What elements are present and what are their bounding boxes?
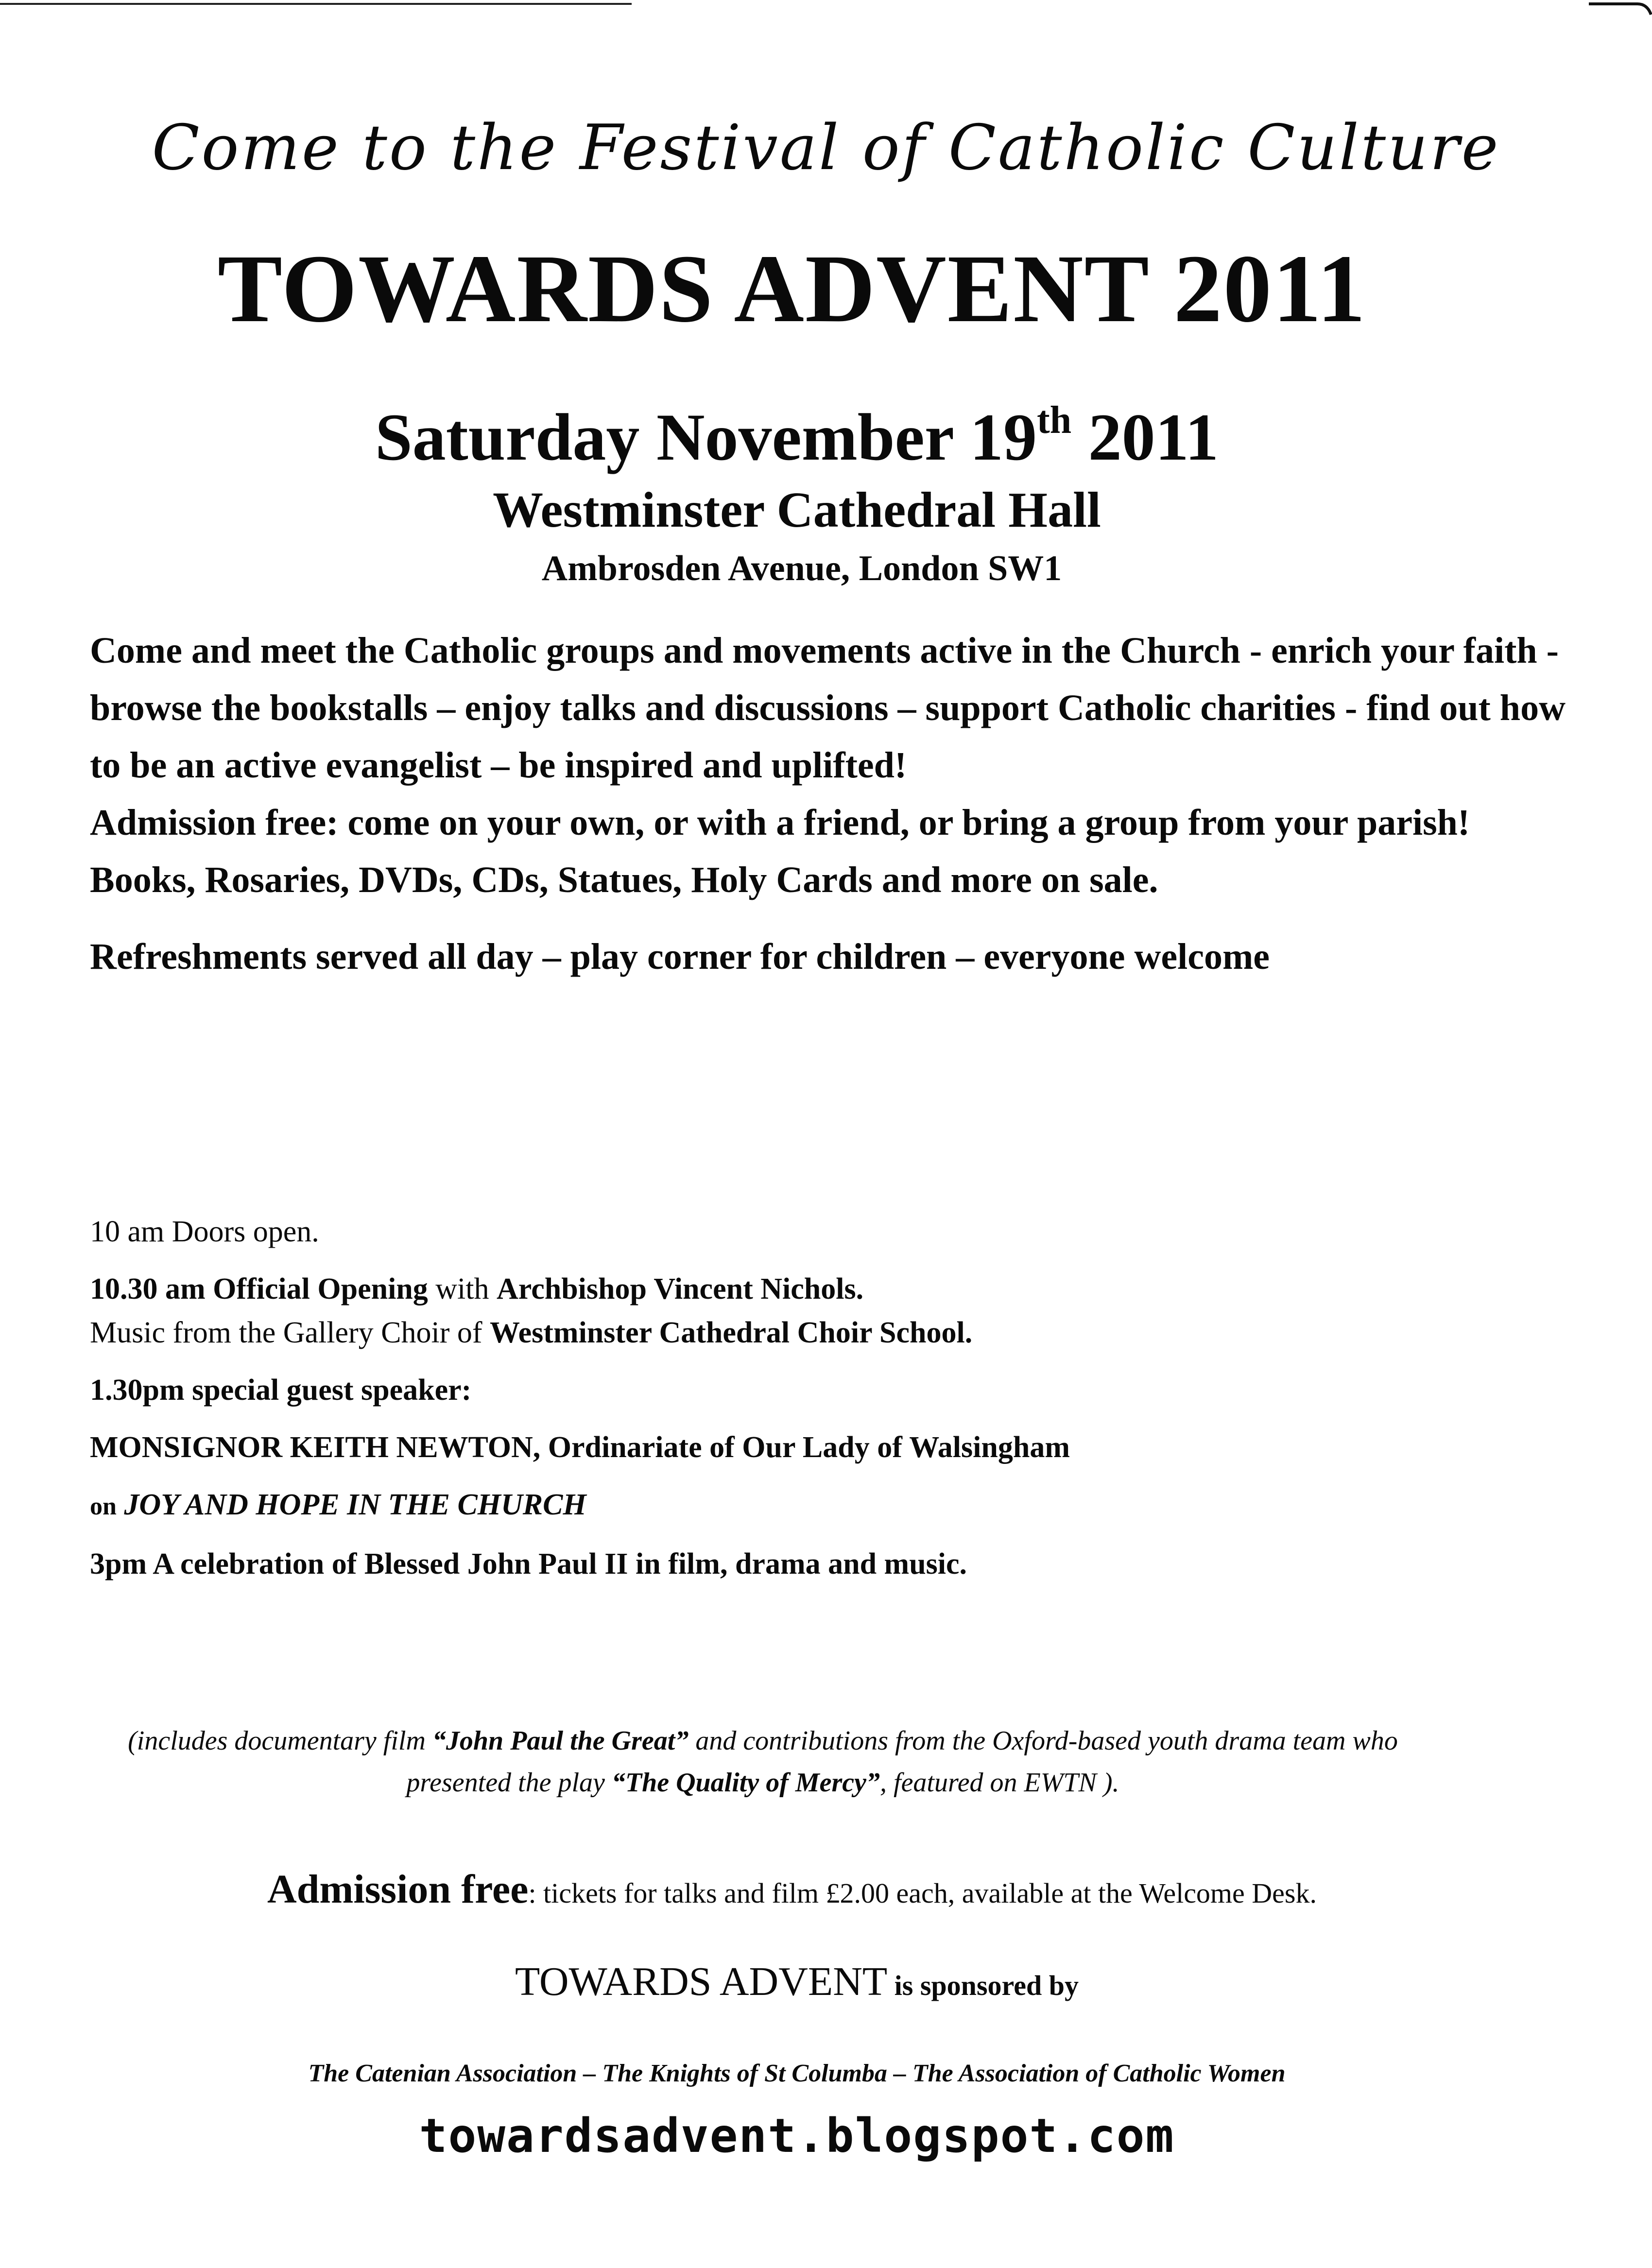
music-choir: Westminster Cathedral Choir School. — [490, 1316, 973, 1349]
celebration-line: 3pm A celebration of Blessed John Paul II in film, drama and music. — [90, 1547, 967, 1581]
date-ordinal: th — [1037, 399, 1072, 442]
talk-title: JOY AND HOPE IN THE CHURCH — [124, 1488, 586, 1521]
festival-script-title: Come to the Festival of Catholic Culture — [152, 112, 1500, 184]
music-line — [90, 1311, 1586, 1355]
admission-paragraph: Admission free: come on your own, or with a friend, or bring a group from your parish! — [90, 802, 1470, 843]
website-url: towardsadvent.blogspot.com — [419, 2109, 1175, 2163]
sale-paragraph: Books, Rosaries, DVDs, CDs, Statues, Holy Cards and more on sale. — [90, 859, 1158, 900]
admission-text: : tickets for talks and film £2.00 each, available at the Welcome Desk. — [528, 1877, 1317, 1909]
doors-open-line: 10 am Doors open. — [90, 1215, 319, 1248]
admission-label: Admission free — [267, 1867, 529, 1912]
schedule-section — [90, 1210, 1586, 1586]
note-part1: (includes documentary film — [128, 1726, 432, 1756]
note-film: “John Paul the Great” — [432, 1726, 689, 1756]
sponsor-text: is sponsored by — [887, 1970, 1079, 2001]
venue-address: Ambrosden Avenue, London SW1 — [541, 549, 1062, 588]
talk-on: on — [90, 1493, 117, 1520]
music-prefix: Music from the Gallery Choir of — [90, 1316, 490, 1349]
opening-person: Archbishop Vincent Nichols. — [497, 1272, 864, 1306]
note-part2: and contributions from the Oxford-based youth drama team who presented the play — [406, 1726, 1398, 1798]
admission-line — [0, 1866, 1584, 1913]
intro-paragraph: Come and meet the Catholic groups and movements active in the Church - enrich your faith - browse the bookstalls – enjoy talks and discussions – support Catholic charities - find out how to be an active evangelist – be inspired and uplifted! — [90, 630, 1566, 786]
event-year: 2011 — [1071, 400, 1219, 474]
talk-title-line — [90, 1483, 1586, 1529]
sponsor-line — [0, 1958, 1594, 2005]
event-title: TOWARDS ADVENT 2011 — [217, 235, 1367, 343]
opening-line — [90, 1267, 1586, 1311]
scan-edge-line — [0, 3, 632, 5]
event-date — [0, 398, 1594, 476]
intro-section — [90, 622, 1586, 985]
refreshments-paragraph: Refreshments served all day – play corner for children – everyone welcome — [90, 936, 1270, 977]
guest-speaker-name: MONSIGNOR KEITH NEWTON, Ordinariate of Our Lady of Walsingham — [90, 1431, 1070, 1464]
opening-with: with — [428, 1272, 497, 1306]
corner-fold-mark — [1579, 0, 1652, 29]
note-play: “The Quality of Mercy” — [611, 1768, 880, 1798]
opening-time: 10.30 am Official Opening — [90, 1272, 428, 1306]
guest-speaker-heading: 1.30pm special guest speaker: — [90, 1374, 472, 1407]
venue-name: Westminster Cathedral Hall — [493, 482, 1101, 538]
sponsors-list: The Catenian Association – The Knights of St Columba – The Association of Catholic Women — [308, 2060, 1286, 2087]
celebration-note — [92, 1720, 1433, 1804]
note-part3: , featured on EWTN ). — [880, 1768, 1119, 1798]
sponsor-name: TOWARDS ADVENT — [515, 1959, 888, 2004]
event-date-text: Saturday November 19 — [375, 400, 1037, 474]
